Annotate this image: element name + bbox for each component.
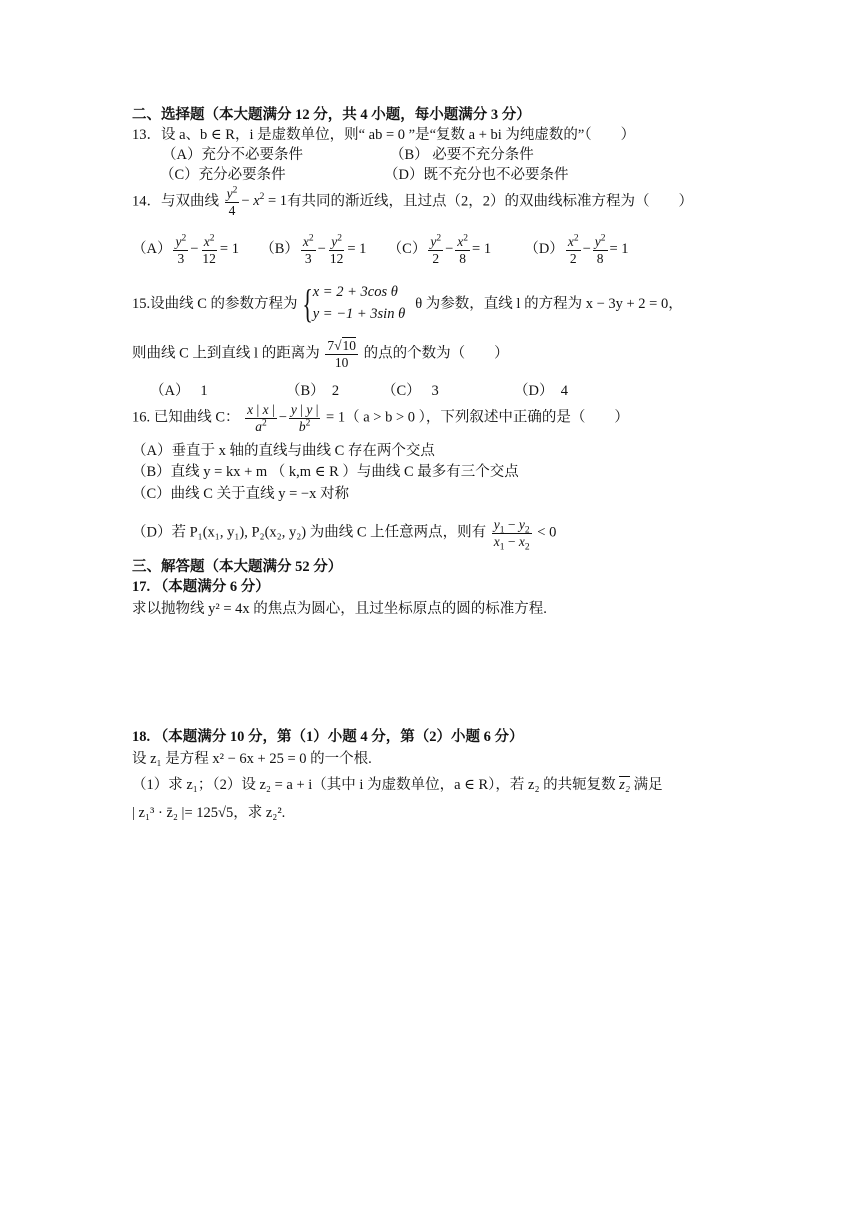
q14-option-a: （A） $\frac{y^2}{3}$ − $\frac{x^2}{12}$ = 1	[132, 233, 239, 266]
question-suffix: 有共同的渐近线，且过点（2，2）的双曲线标准方程为（ ）	[287, 193, 694, 210]
q14-options	[132, 234, 629, 266]
fraction: $\frac{y_1 - y_2}{x_1 - x_2}$	[493, 517, 530, 553]
question-prefix: 已知曲线 C：	[153, 409, 240, 426]
conjugate-z2: z₂	[619, 777, 630, 793]
q13-option-c: （C）充分必要条件	[160, 167, 286, 183]
q13-option-d: （D）既不充分也不必要条件	[384, 167, 569, 183]
question-15-line2: 则曲线 C 上到直线 l 的距离为 $\frac{7√10}{10}$ 的点的个数为（ ）	[132, 338, 509, 370]
question-15	[132, 282, 683, 326]
question-number: 13．	[132, 127, 161, 143]
q14-option-d: （D） $\frac{x^2}{2}$ − $\frac{y^2}{8}$ = 1	[524, 233, 629, 266]
question-18-heading: 18. （本题满分 10 分，第（1）小题 4 分，第（2）小题 6 分）	[132, 729, 524, 745]
fraction: $\frac{y^2}{4}$	[226, 185, 238, 218]
question-18-line2: （1）求 z₁；（2）设 z₂ = a + i（其中 i 为虚数单位，a ∈ R），若 z₂ 的共轭复数 z₂ 满足	[132, 777, 663, 793]
parametric-eq-x: x = 2 + 3cos θ	[312, 284, 398, 300]
question-mid: θ 为参数，直线 l 的方程为 x − 3y + 2 = 0，	[415, 295, 683, 312]
question-number: 14．	[132, 193, 161, 210]
q15-option-d: （D） 4	[514, 383, 568, 399]
fraction: $\frac{x | x |}{a^2}$	[247, 402, 275, 434]
q16-option-a: （A）垂直于 x 轴的直线与曲线 C 存在两个交点	[132, 443, 435, 459]
question-prefix: 与双曲线	[161, 193, 219, 210]
question-suffix: = 1（ a > b > 0 ），下列叙述中正确的是（ ）	[326, 409, 629, 426]
fraction: $\frac{7√10}{10}$	[327, 338, 356, 370]
question-16: 16. 已知曲线 C： $\frac{x | x |}{a^2}$ − $\frac{y | y |}{b^2}$ = 1（ a > b > 0 ），下列叙述中正确的是（ ）	[132, 402, 629, 434]
q15-option-b: （B） 2	[286, 383, 340, 399]
question-number: 15.	[132, 295, 151, 312]
question-14: 14．与双曲线 $\frac{y^2}{4}$ − $x^2 = 1$有共同的渐近线，且过点（2，2）的双曲线标准方程为（ ）	[132, 185, 694, 218]
q13-option-b: （B） 必要不充分条件	[390, 147, 534, 163]
question-18-line3: | z₁³ · z̄₂ |= 125√5，求 z₂².	[132, 805, 286, 821]
question-number: 16.	[132, 409, 151, 426]
question-17-text: 求以抛物线 y² = 4x 的焦点为圆心，且过坐标原点的圆的标准方程.	[132, 601, 547, 617]
question-17-heading: 17. （本题满分 6 分）	[132, 579, 270, 595]
parametric-eq-y: y = −1 + 3sin θ	[312, 305, 406, 322]
q15-option-a: （A） 1	[150, 383, 208, 399]
question-text: 设 a、b ∈ R，i 是虚数单位，则“ ab = 0 ”是“复数 a + bi 为纯虚数的”（ ）	[161, 127, 636, 143]
q14-option-b: （B） $\frac{x^2}{3}$ − $\frac{y^2}{12}$ = 1	[260, 233, 367, 266]
q14-option-c: （C） $\frac{y^2}{2}$ − $\frac{x^2}{8}$ = 1	[387, 233, 492, 266]
question-13	[132, 126, 635, 144]
parametric-system: { x = 2 + 3cos θ y = −1 + 3sin θ	[301, 280, 406, 326]
q16-option-c: （C）曲线 C 关于直线 y = −x 对称	[132, 486, 349, 502]
question-prefix: 设曲线 C 的参数方程为	[150, 295, 298, 312]
section-heading-choice: 二、选择题（本大题满分 12 分，共 4 小题，每小题满分 3 分）	[132, 107, 531, 123]
q16-option-b: （B）直线 y = kx + m （ k,m ∈ R ）与曲线 C 最多有三个交点	[132, 464, 519, 480]
question-18-line1: 设 z₁ 是方程 x² − 6x + 25 = 0 的一个根.	[132, 751, 372, 767]
q13-option-a: （A）充分不必要条件	[162, 147, 303, 163]
section-heading-solutions: 三、解答题（本大题满分 52 分）	[132, 559, 343, 575]
q15-option-c: （C） 3	[382, 383, 439, 399]
q16-option-d: （D）若 P₁(x₁, y₁), P₂(x₂, y₂) 为曲线 C 上任意两点，则有 $\frac{y_1 - y_2}{x_1 - x_2}$ < 0	[132, 517, 557, 553]
